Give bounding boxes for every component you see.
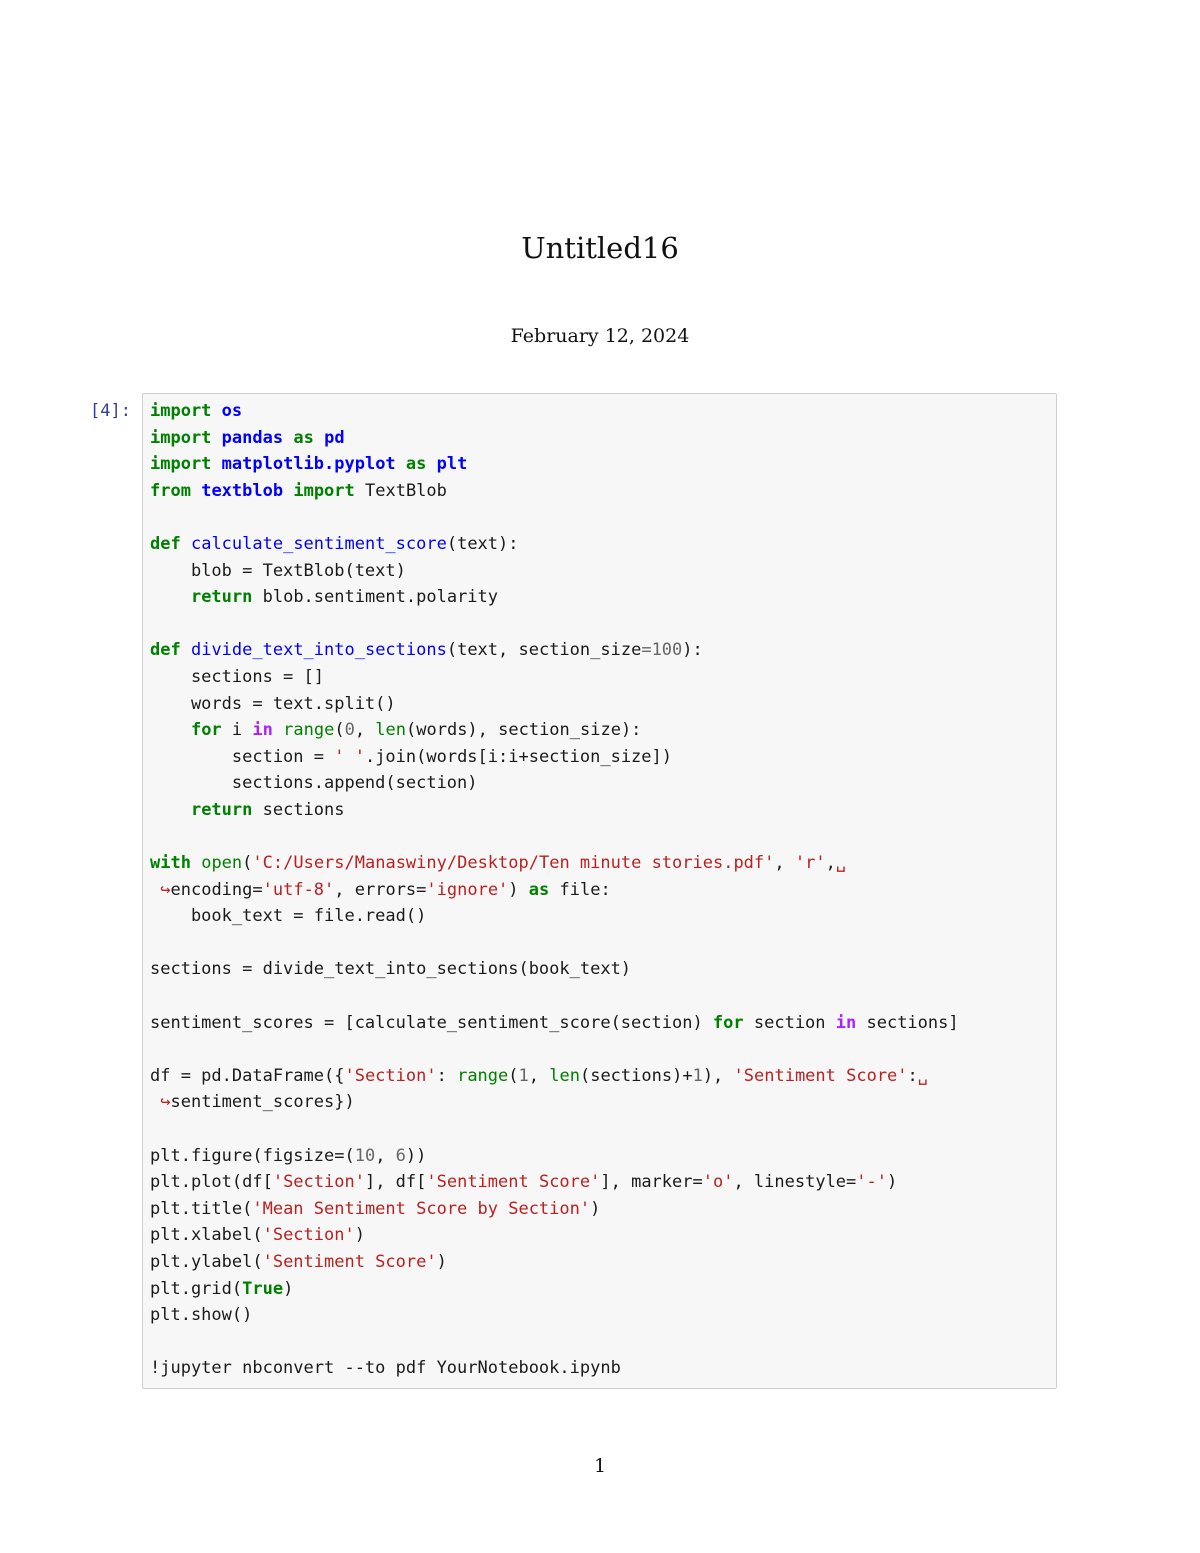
- code-token: ): [590, 1198, 601, 1219]
- code-line: [150, 1355, 959, 1382]
- document-title: Untitled16: [521, 231, 679, 265]
- code-token: .join(words[i:i+section_size]): [364, 746, 672, 767]
- code-line: [150, 850, 959, 877]
- code-token: ,: [354, 720, 376, 741]
- code-token: as: [528, 879, 550, 900]
- code-token: pd: [324, 427, 345, 448]
- code-token: plt.ylabel(: [150, 1252, 263, 1272]
- code-line: [150, 903, 959, 930]
- code-token: =: [641, 640, 652, 661]
- code-token: blob = TextBlob(text): [150, 560, 406, 581]
- code-token: (: [242, 853, 253, 874]
- code-token: return: [190, 799, 253, 820]
- code-token: 1: [692, 1065, 703, 1086]
- code-token: :: [907, 1065, 918, 1086]
- code-token: in: [252, 720, 273, 741]
- code-token: pandas: [221, 427, 284, 448]
- code-token: 'Sentiment Score': [733, 1065, 908, 1086]
- code-token: with: [150, 853, 191, 874]
- code-line: [150, 691, 959, 718]
- code-token: as: [293, 427, 314, 448]
- code-token: ' ': [334, 746, 365, 767]
- code-token: textblob: [201, 480, 284, 501]
- code-line: [150, 983, 959, 1010]
- code-line: [150, 504, 959, 531]
- code-token: os: [221, 401, 243, 421]
- code-token: [211, 401, 221, 421]
- code-line: [150, 1036, 959, 1063]
- code-token: ,: [375, 1145, 396, 1166]
- code-line: [150, 1302, 959, 1329]
- code-line: [150, 1249, 959, 1276]
- code-token: 10: [354, 1145, 376, 1166]
- code-token: plt.grid(: [150, 1278, 243, 1299]
- code-line: [150, 531, 959, 558]
- code-line: [150, 664, 959, 691]
- code-token: section =: [150, 746, 335, 767]
- code-token: range: [457, 1065, 509, 1086]
- code-token: range: [283, 720, 335, 741]
- code-token: import: [150, 427, 212, 448]
- code-token: , linestyle=: [733, 1172, 857, 1193]
- code-line: [150, 877, 959, 904]
- code-token: in: [835, 1012, 857, 1033]
- code-token: ], marker=: [600, 1172, 703, 1193]
- code-token: def: [150, 640, 181, 661]
- code-line: [150, 478, 959, 505]
- code-token: )): [405, 1145, 427, 1166]
- code-token: (text, section_size: [446, 640, 642, 661]
- code-token: sections: [252, 799, 345, 820]
- code-token: [181, 640, 191, 660]
- code-token: len: [549, 1065, 580, 1086]
- page-number: 1: [593, 1455, 607, 1477]
- code-token: 'Section': [272, 1172, 365, 1193]
- code-token: 'ignore': [426, 879, 509, 900]
- code-token: [191, 853, 201, 873]
- code-token: sections = []: [150, 666, 324, 687]
- code-token: from: [150, 480, 191, 501]
- code-token: [396, 454, 406, 474]
- code-token: 100: [651, 640, 683, 661]
- code-line: [150, 1196, 959, 1223]
- code-token: [150, 587, 191, 607]
- code-token: 'o': [702, 1172, 734, 1193]
- code-token: open: [201, 853, 243, 874]
- code-token: TextBlob: [354, 480, 447, 501]
- code-line: [150, 611, 959, 638]
- code-line: [150, 1222, 959, 1249]
- code-token: def: [150, 533, 181, 554]
- code-token: ): [508, 879, 529, 900]
- code-token: ): [283, 1278, 294, 1299]
- code-token: [211, 454, 221, 474]
- code-line: [150, 1169, 959, 1196]
- code-line: [150, 451, 959, 478]
- code-token: [150, 800, 191, 820]
- code-line: [150, 398, 959, 425]
- code-token: ): [436, 1252, 447, 1272]
- code-token: '-': [856, 1172, 887, 1193]
- code-token: section: [743, 1012, 836, 1033]
- code-token: book_text = file.read(): [150, 906, 427, 927]
- code-token: True: [242, 1278, 284, 1299]
- code-token: [150, 1092, 160, 1112]
- code-token: plt: [436, 454, 468, 475]
- code-line: [150, 1143, 959, 1170]
- code-line: [150, 1329, 959, 1356]
- code-line: [150, 558, 959, 585]
- code-token: file:: [549, 879, 611, 900]
- document-date: February 12, 2024: [510, 325, 690, 347]
- line-continuation-icon: ↪: [160, 1092, 171, 1113]
- code-token: (sections)+: [579, 1065, 693, 1086]
- code-line: [150, 637, 959, 664]
- code-line: [150, 744, 959, 771]
- code-token: sentiment_scores}): [170, 1092, 355, 1113]
- code-line: [150, 1010, 959, 1037]
- code-token: i: [221, 720, 253, 741]
- code-token: 'Mean Sentiment Score by Section': [252, 1198, 591, 1219]
- code-token: calculate_sentiment_score: [190, 533, 447, 554]
- code-cell[interactable]: [142, 393, 1057, 1389]
- code-token: [191, 481, 201, 501]
- code-token: ): [887, 1172, 898, 1193]
- code-token: as: [405, 454, 427, 475]
- code-token: import: [150, 401, 212, 421]
- code-token: 0: [344, 720, 355, 741]
- code-token: matplotlib.pyplot: [221, 454, 396, 475]
- code-token: sentiment_scores = [calculate_sentiment_score(section): [150, 1012, 713, 1033]
- code-line: [150, 1276, 959, 1303]
- code-token: , errors=: [334, 879, 427, 900]
- code-token: plt.xlabel(: [150, 1225, 263, 1246]
- code-token: plt.show(): [150, 1305, 253, 1326]
- code-token: encoding=: [170, 879, 263, 900]
- line-continuation-icon: ␣: [835, 853, 847, 874]
- code-token: 'C:/Users/Manaswiny/Desktop/Ten minute stories.pdf': [252, 853, 775, 874]
- code-token: import: [293, 480, 355, 501]
- code-token: plt.plot(df[: [150, 1172, 273, 1193]
- code-line: [150, 824, 959, 851]
- code-token: ):: [682, 640, 703, 661]
- code-token: plt.figure(figsize=(: [150, 1145, 355, 1166]
- code-token: [273, 720, 283, 740]
- code-token: ,: [528, 1065, 550, 1086]
- code-token: sections]: [856, 1012, 959, 1033]
- code-token: for: [190, 720, 222, 741]
- code-token: blob.sentiment.polarity: [252, 587, 499, 608]
- code-token: df = pd.DataFrame({: [150, 1065, 345, 1086]
- code-line: [150, 1116, 959, 1143]
- code-token: 6: [395, 1145, 406, 1166]
- code-token: [283, 428, 293, 448]
- code-block: [150, 398, 959, 1382]
- line-continuation-icon: ␣: [917, 1065, 929, 1086]
- code-line: [150, 1089, 959, 1116]
- code-token: sections.append(section): [150, 773, 478, 794]
- code-token: ,: [825, 853, 836, 874]
- code-token: (text):: [446, 533, 519, 554]
- code-token: ): [354, 1225, 365, 1246]
- code-token: :: [436, 1065, 458, 1086]
- line-continuation-icon: ↪: [160, 879, 171, 900]
- code-token: len: [375, 720, 407, 741]
- code-line: [150, 717, 959, 744]
- code-line: [150, 797, 959, 824]
- code-token: [283, 481, 293, 501]
- code-token: ], df[: [364, 1172, 427, 1193]
- code-token: (: [508, 1065, 519, 1086]
- code-token: 1: [518, 1065, 529, 1086]
- code-token: 'Section': [344, 1065, 437, 1086]
- code-line: [150, 956, 959, 983]
- code-token: [150, 720, 191, 740]
- code-line: [150, 930, 959, 957]
- code-token: sections = divide_text_into_sections(book_text): [150, 959, 632, 980]
- code-token: !jupyter nbconvert --to pdf YourNotebook.ipynb: [150, 1358, 621, 1379]
- code-token: ),: [702, 1065, 734, 1086]
- code-token: 'Sentiment Score': [426, 1172, 601, 1193]
- code-token: [211, 428, 221, 448]
- code-token: 'r': [794, 853, 826, 874]
- code-token: divide_text_into_sections: [190, 640, 447, 661]
- code-token: (words), section_size):: [406, 720, 642, 741]
- code-token: plt.title(: [150, 1198, 253, 1219]
- code-token: return: [190, 587, 253, 608]
- code-token: words = text.split(): [150, 693, 396, 714]
- code-line: [150, 584, 959, 611]
- code-token: 'Section': [262, 1225, 355, 1246]
- code-token: for: [712, 1012, 744, 1033]
- code-token: 'Sentiment Score': [262, 1252, 437, 1272]
- code-token: [181, 534, 191, 554]
- code-token: ,: [774, 853, 795, 874]
- code-line: [150, 770, 959, 797]
- code-token: import: [150, 454, 212, 475]
- code-line: [150, 1063, 959, 1090]
- code-token: 'utf-8': [262, 879, 335, 900]
- code-token: [426, 454, 436, 474]
- code-token: (: [334, 720, 345, 741]
- code-token: [314, 428, 324, 448]
- code-token: [150, 880, 160, 900]
- cell-execution-prompt: [4]:: [90, 401, 131, 421]
- code-line: [150, 425, 959, 452]
